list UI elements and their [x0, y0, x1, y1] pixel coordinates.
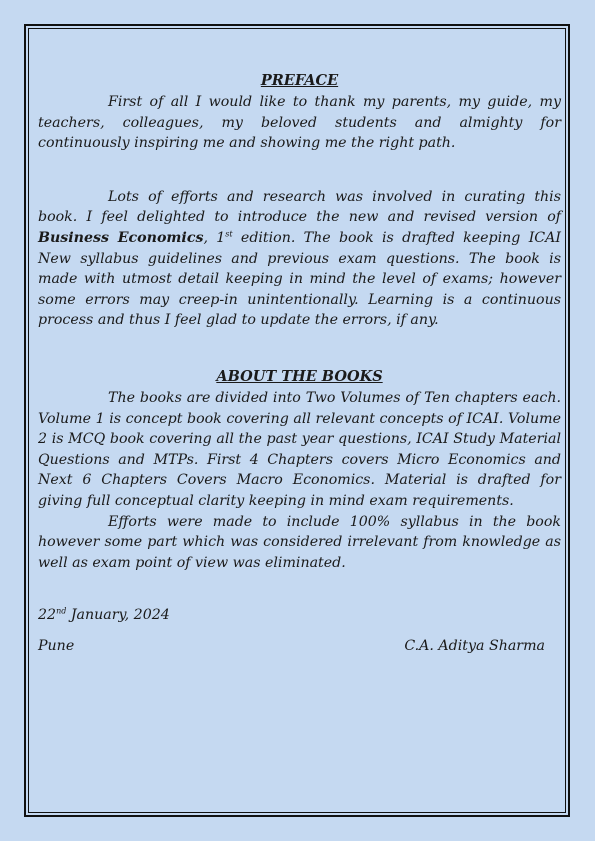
document-body	[38, 70, 561, 656]
date-rest: January, 2024	[66, 607, 170, 624]
about-paragraph-2: Efforts were made to include 100% syllabus in the book however some part which was considered irrelevant from knowledge as well as exam point of view was eliminated.	[38, 513, 561, 571]
signoff-place: Pune	[38, 637, 75, 654]
signoff-author: C.A. Aditya Sharma	[404, 637, 545, 654]
preface-p2-text-end: edition. The book is drafted keeping ICAI New syllabus guidelines and previous exam questions. The book is made with utmost detail keeping in mind the level of exams; however some errors may creep-in unintentionally. Learning is a continuous process and thus I feel glad to update the errors, if any.	[38, 229, 561, 329]
date-day: 22	[38, 607, 57, 624]
preface-paragraph-1: First of all I would like to thank my parents, my guide, my teachers, colleagues, my beloved students and almighty for continuously inspiring me and showing me the right path.	[38, 94, 561, 152]
signoff-row	[38, 636, 561, 657]
book-title: Business Economics	[38, 229, 204, 246]
preface-heading: PREFACE	[260, 72, 339, 89]
edition-superscript: st	[225, 229, 233, 239]
preface-paragraph-2	[38, 187, 561, 331]
about-heading: ABOUT THE BOOKS	[216, 367, 383, 385]
about-paragraph-1: The books are divided into Two Volumes of Ten chapters each. Volume 1 is concept book covering all relevant concepts of ICAI. Volume 2 is MCQ book covering all the past year questions, ICAI Study Material Questions and MTPs. First 4 Chapters covers Micro Economics and Next 6 Chapters Covers Macro Economics. Material is drafted for giving full conceptual clarity keeping in mind exam requirements.	[38, 389, 561, 509]
date-superscript: nd	[56, 606, 67, 616]
preface-p2-text-start: Lots of efforts and research was involved in curating this book. I feel delighted to introduce the new and revised version of	[38, 188, 561, 226]
signoff-date	[38, 605, 561, 626]
preface-p2-comma: , 1	[203, 229, 226, 246]
